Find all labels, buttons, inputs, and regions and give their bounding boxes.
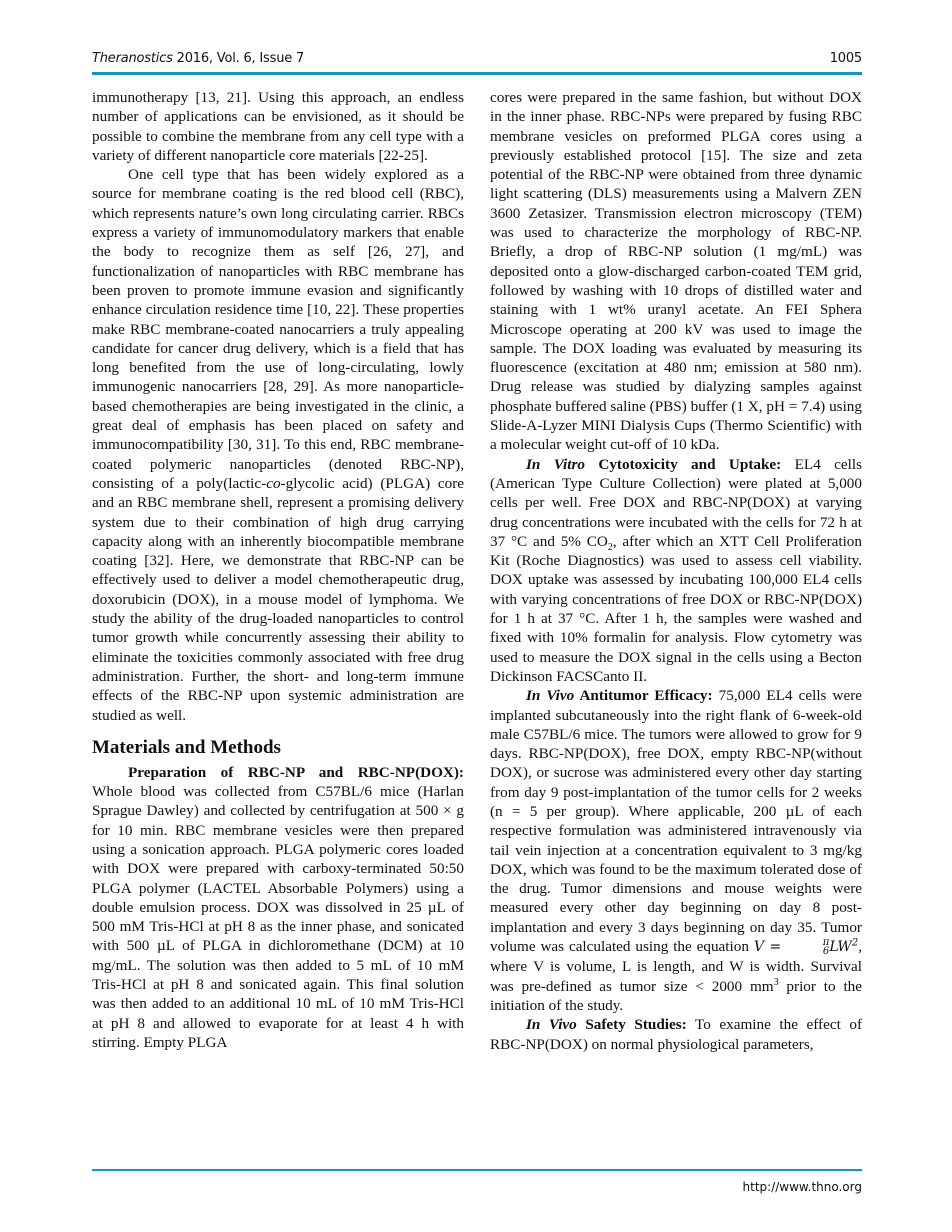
paragraph: immunotherapy [13, 21]. Using this approach, an endless number of applications can be envisioned, as it should be possible to combine the membrane from any cell type with a variety of different nanoparticle core materials [22-25]. (92, 89, 464, 164)
run-in-heading: In Vivo Safety Studies: (526, 1016, 687, 1034)
running-header (92, 48, 862, 68)
run-in-heading: In Vivo Antitumor Efficacy: (526, 687, 713, 705)
footer-rule (92, 1169, 862, 1171)
right-column (490, 88, 862, 1054)
journal-citation (92, 51, 304, 66)
header-rule (92, 72, 862, 75)
run-in-heading: In Vitro Cytotoxicity and Uptake: (526, 455, 782, 473)
paragraph: In Vivo Safety Studies: To examine the effect of RBC-NP(DOX) on normal physiological parameters, (490, 1016, 862, 1053)
journal-url[interactable]: http://www.thno.org (742, 1180, 862, 1194)
tumor-volume-equation: V = π 6 $LW^2$ (753, 937, 859, 958)
run-in-heading: Preparation of RBC-NP and RBC-NP(DOX): (128, 763, 464, 781)
volume-info: 2016, Vol. 6, Issue 7 (172, 50, 305, 66)
journal-name: Theranostics (92, 50, 173, 66)
fraction: π 6 (822, 937, 830, 958)
section-heading: Materials and Methods (92, 736, 281, 758)
paragraph: In Vitro Cytotoxicity and Uptake: EL4 cells (American Type Culture Collection) were plated at 5,000 cells per well. Free DOX and RBC-NP(DOX) at varying drug concentrations were incubated with the cells for 72 h at 37 °C and 5% $CO_2$, after which an XTT Cell Proliferation Kit (Roche Diagnostics) was used to assess cell viability. DOX uptake was assessed by incubating 100,000 EL4 cells with varying concentrations of free DOX or RBC-NP(DOX) for 1 h at 37 °C. After 1 h, the samples were washed and fixed with 10% formalin for analysis. Flow cytometry was used to measure the DOX signal in the cells using a Becton Dickinson FACSCanto II. (490, 455, 863, 685)
paragraph: One cell type that has been widely explored as a source for membrane coating is the red blood cell (RBC), which represents nature’s own long circulating carrier. RBCs express a variety of immunomodulatory markers that enable the body to recognize them as self [26, 27], and functionalization of nanoparticles with RBC membrane has been proven to promote immune evasion and significantly enhance circulation residence time [10, 22]. These properties make RBC membrane-coated nanocarriers a truly appealing candidate for cancer drug delivery, which is a field that has long benefited from the use of long-circulating, lowly immunogenic nanocarriers [28, 29]. As more nanoparticle-based chemotherapies are being investigated in the clinic, a great deal of emphasis has been placed on safety and immunocompatibility [30, 31]. To this end, RBC membrane-coated polymeric nanoparticles (denoted RBC-NP), consisting of a poly(lactic-co-glycolic acid) (PLGA) core and an RBC membrane shell, represent a promising delivery system due to their combination of high drug carrying capacity along with an inherently biocompatible membrane coating [32]. Here, we demonstrate that RBC-NP can be effectively used to deliver a model chemotherapeutic drug, doxorubicin (DOX), in a mouse model of lymphoma. We study the ability of the drug-loaded nanoparticles to control tumor growth while concurrently assessing their ability to eliminate the toxicities commonly associated with free drug administration. Further, the short- and long-term immune effects of the RBC-NP upon systemic administration are studied as well. (92, 166, 464, 724)
paragraph: cores were prepared in the same fashion, but without DOX in the inner phase. RBC-NPs were prepared by fusing RBC membrane vesicles on preformed PLGA cores using a previously established protocol [15]. The size and zeta potential of the RBC-NP were obtained from three dynamic light scattering (DLS) measurements using a Malvern ZEN 3600 Zetasizer. Transmission electron microscopy (TEM) was used to characterize the morphology of RBC-NP. Briefly, a drop of RBC-NP solution (1 mg/mL) was deposited onto a glow-discharged carbon-coated TEM grid, followed by washing with 10 drops of distilled water and staining with 1 wt% uranyl acetate. An FEI Sphera Microscope operating at 200 kV was used to image the sample. The DOX loading was evaluated by measuring its fluorescence (excitation at 480 nm; emission at 580 nm). Drug release was studied by dialyzing samples against phosphate buffered saline (PBS) buffer (1 X, pH = 7.4) using Slide-A-Lyzer MINI Dialysis Cups (Thermo Scientific) with a molecular weight cut-off of 10 kDa. (490, 89, 862, 454)
paragraph: In Vivo Antitumor Efficacy: 75,000 EL4 cells were implanted subcutaneously into the right flank of 6-week-old male C57BL/6 mice. The tumors were allowed to grow for 9 days. RBC-NP(DOX), free DOX, empty RBC-NP(without DOX), or sucrose was administered every other day starting from day 9 post-implantation of the tumor cells for 2 weeks (n = 5 per group). Where applicable, 200 µL of each respective formulation was administered intravenously via tail vein injection at a concentration equivalent to 3 mg/kg DOX, which was found to be the maximum tolerated dose of the drug. Tumor dimensions and mouse weights were measured every other day beginning on day 8 post-implantation and every 3 days beginning on day 35. Tumor volume was calculated using the equation V = π 6 $LW^2$, where V is volume, L is length, and W is width. Survival was pre-defined as tumor size < 2000 $mm^3$ prior to the initiation of the study. (490, 687, 863, 1014)
paragraph: Preparation of RBC-NP and RBC-NP(DOX): Whole blood was collected from C57BL/6 mice (Harlan Sprague Dawley) and collected by centrifugation at 500 × g for 10 min. RBC membrane vesicles were then prepared using a sonication approach. PLGA polymeric cores loaded with DOX were prepared with carboxy-terminated 50:50 PLGA polymer (LACTEL Absorbable Polymers) using a double emulsion process. DOX was dissolved in 25 µL of 500 mM Tris-HCl at pH 8 as the inner phase, and sonicated with 500 µL of PLGA in dichloromethane (DCM) at 10 mg/mL. The solution was then added to 5 mL of 10 mM Tris-HCl at pH 8 and sonicated again. This final solution was then added to an additional 10 mL of 10 mM Tris-HCl at pH 8 and allowed to evaporate for at least 4 h with stirring. Empty PLGA (92, 763, 464, 1051)
left-column (92, 88, 464, 1052)
page-number: 1005 (829, 50, 862, 66)
